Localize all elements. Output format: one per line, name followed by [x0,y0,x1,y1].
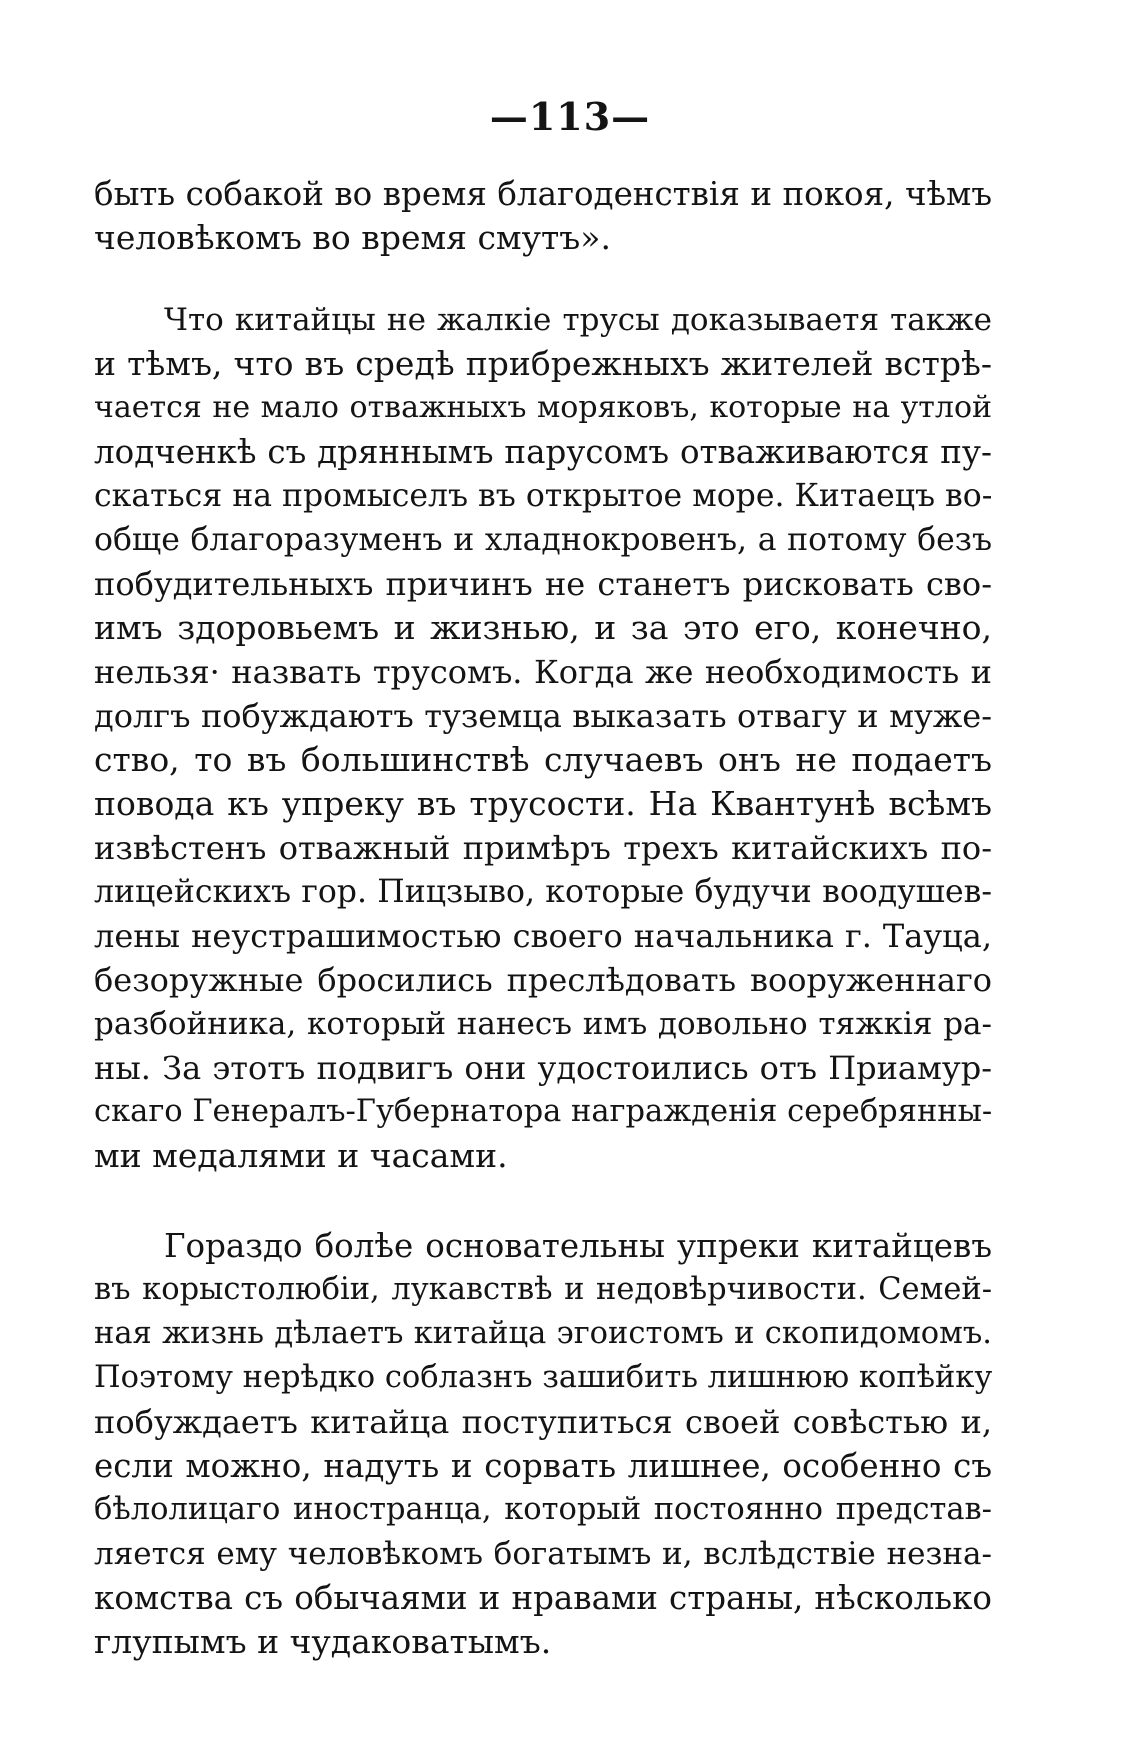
text-line: чается не мало отважныхъ моряковъ, которые на утлой [94,390,992,425]
text-line: лодченкѣ съ дряннымъ парусомъ отваживаются пу- [94,433,992,471]
text-line: долгъ побуждаютъ туземца выказать отвагу и муже- [94,697,992,735]
text-line: обще благоразуменъ и хладнокровенъ, а потому безъ [94,522,992,558]
text-line: нельзя· назвать трусомъ. Когда же необходимость и [94,653,992,691]
text-line: Гораздо болѣе основательны упреки китайцевъ [164,1227,992,1265]
text-line: ная жизнь дѣлаетъ китайца эгоистомъ и скопидомомъ. [94,1316,992,1351]
text-line: имъ здоровьемъ и жизнью, и за это его, конечно, [94,608,992,647]
text-line: извѣстенъ отважный примѣръ трехъ китайскихъ по- [94,829,992,867]
text-line: если можно, надуть и сорвать лишнее, особенно съ [94,1447,992,1485]
paragraph-reproaches [94,1224,992,1664]
text-line: ство, то въ большинствѣ случаевъ онъ не подаетъ [94,740,992,779]
text-line: скаго Генералъ-Губернатора награжденія серебрянны- [94,1094,993,1129]
text-line: Поэтому нерѣдко соблазнъ зашибить лишнюю копѣйку [94,1360,993,1395]
text-line: въ корыстолюбіи, лукавствѣ и недовѣрчивости. Семей- [94,1272,992,1307]
text-line: лены неустрашимостью своего начальника г. Тауца, [94,917,992,955]
text-line: ляется ему человѣкомъ богатымъ и, вслѣдствіе незна- [94,1536,992,1572]
text-line: безоружные бросились преслѣдовать вооруженнаго [94,961,992,999]
text-line: Что китайцы не жалкіе трусы доказываетя также [164,302,992,338]
text-line: лицейскихъ гор. Пицзыво, которые будучи воодушев- [94,874,992,910]
paragraph-continuation [94,172,992,260]
text-line: повода къ упреку въ трусости. На Квантунѣ всѣмъ [94,784,992,823]
text-line: побудительныхъ причинъ не станетъ рисковать сво- [94,565,992,603]
text-line: побуждаетъ китайца поступиться своей совѣстью и, [94,1403,992,1441]
text-line: бѣлолицаго иностранца, который постоянно представ- [94,1492,992,1527]
page-number: —113— [489,94,651,139]
text-line: и тѣмъ, что въ средѣ прибрежныхъ жителей встрѣ- [94,344,992,383]
paragraph-courage [94,298,992,1178]
text-line: быть собакой во время благоденствія и покоя, чѣмъ [94,175,992,213]
text-line: ны. За этотъ подвигъ они удостоились отъ Приамур- [94,1049,992,1087]
text-line: скаться на промыселъ въ открытое море. Китаецъ во- [94,478,993,514]
text-line: глупымъ и чудаковатымъ. [94,1622,552,1661]
text-line: комства съ обычаями и нравами страны, нѣсколько [94,1579,992,1617]
text-line: человѣкомъ во время смутъ». [94,218,611,257]
text-line: ми медалями и часами. [94,1136,508,1175]
text-line: разбойника, который нанесъ имъ довольно тяжкія ра- [94,1006,992,1042]
